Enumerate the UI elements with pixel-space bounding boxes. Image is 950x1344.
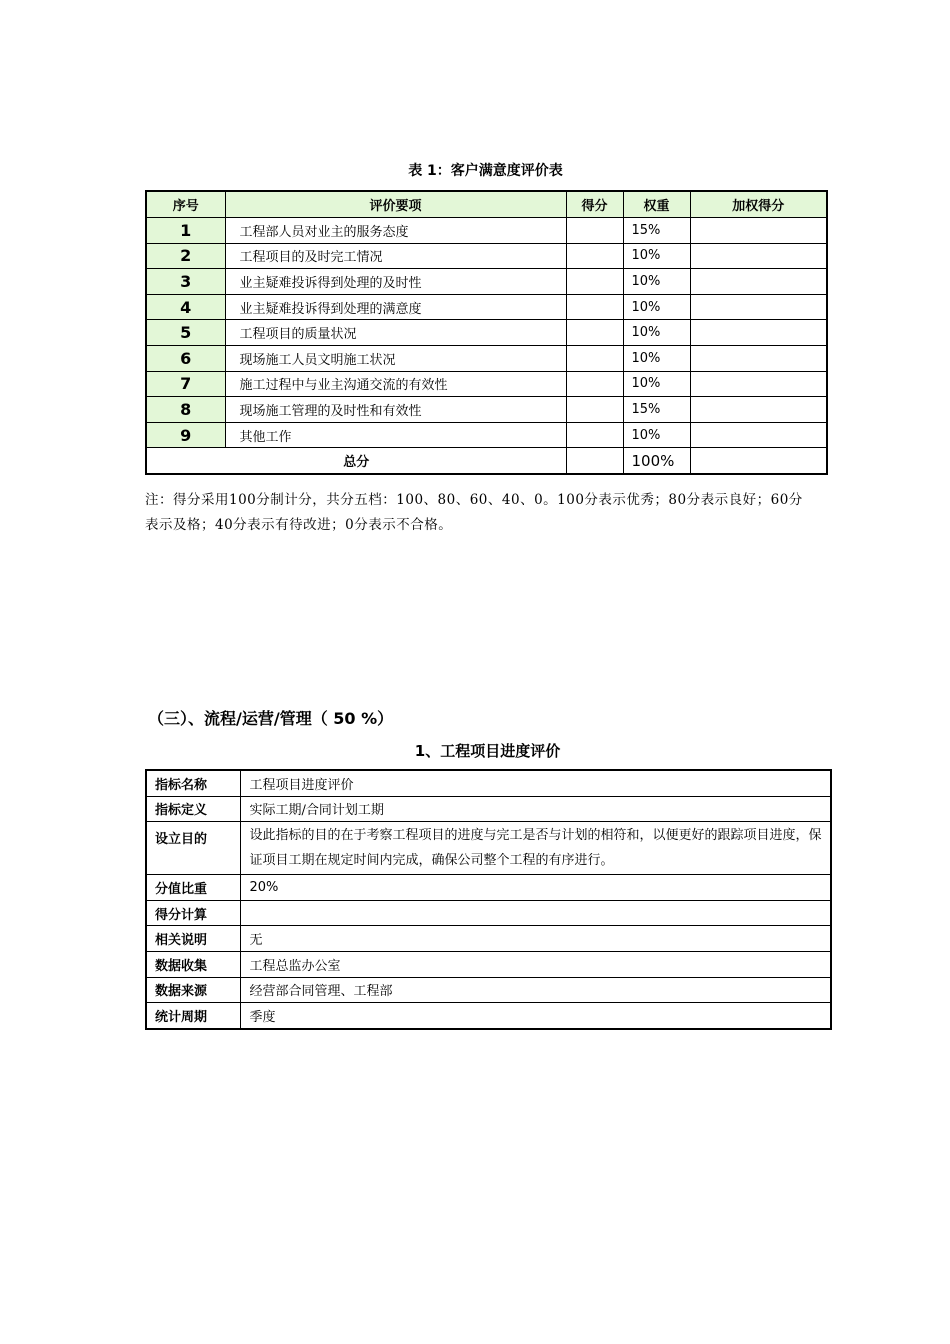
indicator-label: 指标名称 bbox=[146, 770, 240, 796]
row-number: 6 bbox=[146, 345, 225, 371]
table-row bbox=[146, 345, 827, 371]
table-row bbox=[146, 269, 827, 295]
total-weight: 100% bbox=[623, 448, 690, 474]
row-item: 工程项目的及时完工情况 bbox=[225, 243, 566, 269]
row-item: 工程项目的质量状况 bbox=[225, 320, 566, 346]
indicator-value bbox=[240, 900, 831, 926]
section-title: （三）、流程/运营/管理（ 50 %） bbox=[148, 709, 394, 728]
table-row bbox=[146, 320, 827, 346]
indicator-value: 无 bbox=[240, 926, 831, 952]
row-item: 工程部人员对业主的服务态度 bbox=[225, 218, 566, 244]
total-score bbox=[566, 448, 623, 474]
header-weight: 权重 bbox=[623, 191, 690, 218]
row-weight: 15% bbox=[623, 397, 690, 423]
row-item: 施工过程中与业主沟通交流的有效性 bbox=[225, 371, 566, 397]
total-label: 总分 bbox=[146, 448, 566, 474]
row-score bbox=[566, 371, 623, 397]
row-score bbox=[566, 218, 623, 244]
header-item: 评价要项 bbox=[225, 191, 566, 218]
row-number: 2 bbox=[146, 243, 225, 269]
table-row bbox=[146, 218, 827, 244]
row-number: 1 bbox=[146, 218, 225, 244]
table1-title: 表 1：客户满意度评价表 bbox=[408, 163, 563, 179]
indicator-label: 得分计算 bbox=[146, 900, 240, 926]
header-score: 得分 bbox=[566, 191, 623, 218]
scoring-note: 注：得分采用100分制计分，共分五档：100、80、60、40、0。100分表示优秀；80分表示良好；60分表示及格；40分表示有待改进；0分表示不合格。 bbox=[145, 492, 803, 533]
row-weight: 10% bbox=[623, 320, 690, 346]
indicator-row bbox=[146, 977, 831, 1003]
row-item: 业主疑难投诉得到处理的及时性 bbox=[225, 269, 566, 295]
row-weighted-score bbox=[690, 243, 827, 269]
row-score bbox=[566, 294, 623, 320]
table-header-row bbox=[146, 191, 827, 218]
row-number: 8 bbox=[146, 397, 225, 423]
row-weight: 10% bbox=[623, 294, 690, 320]
row-score bbox=[566, 269, 623, 295]
row-item: 现场施工人员文明施工状况 bbox=[225, 345, 566, 371]
indicator-label: 数据收集 bbox=[146, 951, 240, 977]
indicator-row bbox=[146, 796, 831, 822]
row-score bbox=[566, 345, 623, 371]
satisfaction-table bbox=[145, 190, 828, 475]
row-weight: 10% bbox=[623, 243, 690, 269]
table-row bbox=[146, 422, 827, 448]
indicator-value: 20% bbox=[240, 875, 831, 901]
table-row bbox=[146, 294, 827, 320]
indicator-label: 相关说明 bbox=[146, 926, 240, 952]
row-weight: 15% bbox=[623, 218, 690, 244]
table2-title: 1、工程项目进度评价 bbox=[414, 742, 561, 760]
row-score bbox=[566, 243, 623, 269]
indicator-value: 工程总监办公室 bbox=[240, 951, 831, 977]
indicator-label: 数据来源 bbox=[146, 977, 240, 1003]
row-weighted-score bbox=[690, 371, 827, 397]
row-number: 9 bbox=[146, 422, 225, 448]
indicator-row bbox=[146, 1003, 831, 1029]
total-row bbox=[146, 448, 827, 474]
row-number: 4 bbox=[146, 294, 225, 320]
total-weighted-score bbox=[690, 448, 827, 474]
row-weighted-score bbox=[690, 422, 827, 448]
indicator-label: 指标定义 bbox=[146, 796, 240, 822]
row-weighted-score bbox=[690, 294, 827, 320]
table-row bbox=[146, 243, 827, 269]
indicator-value: 经营部合同管理、工程部 bbox=[240, 977, 831, 1003]
row-weighted-score bbox=[690, 397, 827, 423]
indicator-row bbox=[146, 926, 831, 952]
indicator-value: 工程项目进度评价 bbox=[240, 770, 831, 796]
row-weighted-score bbox=[690, 218, 827, 244]
indicator-label: 分值比重 bbox=[146, 875, 240, 901]
header-no: 序号 bbox=[146, 191, 225, 218]
indicator-row bbox=[146, 822, 831, 875]
row-score bbox=[566, 397, 623, 423]
row-item: 其他工作 bbox=[225, 422, 566, 448]
indicator-row bbox=[146, 900, 831, 926]
row-score bbox=[566, 320, 623, 346]
indicator-value: 实际工期/合同计划工期 bbox=[240, 796, 831, 822]
row-number: 5 bbox=[146, 320, 225, 346]
indicator-value: 设此指标的目的在于考察工程项目的进度与完工是否与计划的相符和，以便更好的跟踪项目进度，保证项目工期在规定时间内完成，确保公司整个工程的有序进行。 bbox=[240, 822, 831, 875]
row-item: 业主疑难投诉得到处理的满意度 bbox=[225, 294, 566, 320]
row-weighted-score bbox=[690, 320, 827, 346]
table-row bbox=[146, 397, 827, 423]
indicator-label: 统计周期 bbox=[146, 1003, 240, 1029]
row-weighted-score bbox=[690, 269, 827, 295]
row-number: 7 bbox=[146, 371, 225, 397]
indicator-row bbox=[146, 951, 831, 977]
indicator-table bbox=[145, 769, 832, 1030]
row-weight: 10% bbox=[623, 371, 690, 397]
row-item: 现场施工管理的及时性和有效性 bbox=[225, 397, 566, 423]
indicator-label: 设立目的 bbox=[146, 822, 240, 875]
row-weight: 10% bbox=[623, 422, 690, 448]
indicator-row bbox=[146, 770, 831, 796]
row-weighted-score bbox=[690, 345, 827, 371]
indicator-row bbox=[146, 875, 831, 901]
indicator-value: 季度 bbox=[240, 1003, 831, 1029]
row-score bbox=[566, 422, 623, 448]
row-weight: 10% bbox=[623, 345, 690, 371]
header-weighted-score: 加权得分 bbox=[690, 191, 827, 218]
row-number: 3 bbox=[146, 269, 225, 295]
table-row bbox=[146, 371, 827, 397]
row-weight: 10% bbox=[623, 269, 690, 295]
